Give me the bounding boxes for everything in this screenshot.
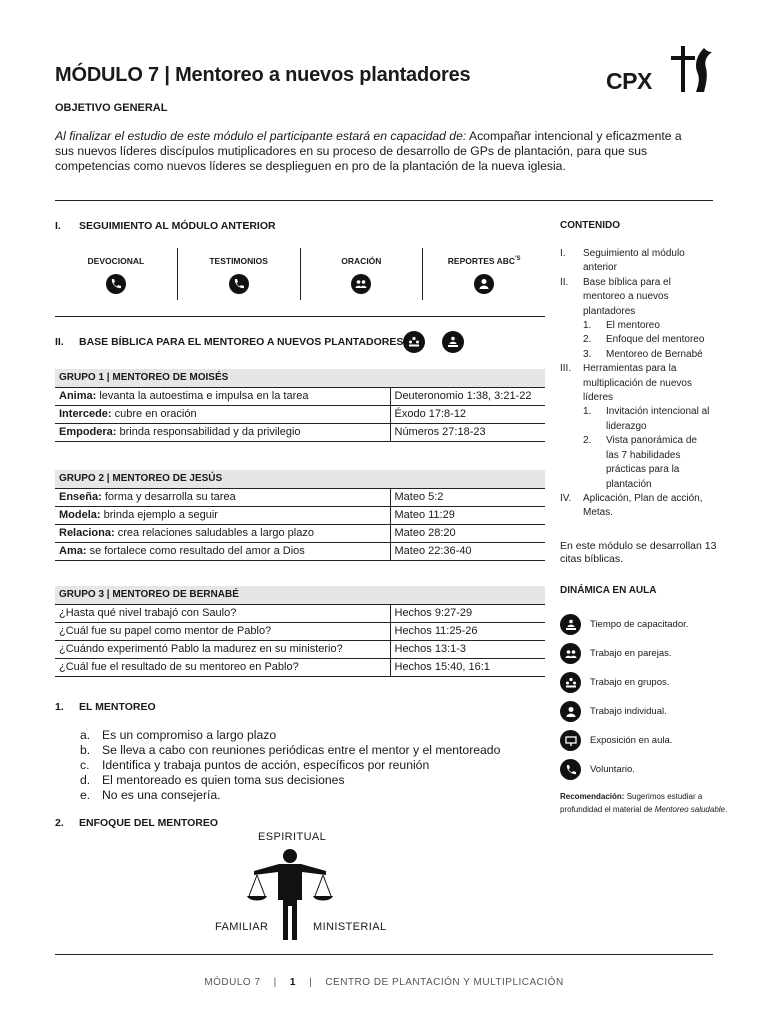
reco-book: Mentoreo saludable — [654, 805, 726, 814]
header-divider — [55, 200, 713, 201]
reco-label: Recomendación: — [560, 792, 625, 801]
row-term: Modela: — [59, 509, 101, 521]
mentoreo-heading — [55, 701, 156, 713]
toc-subitem: 2. Enfoque del mentoreo — [583, 334, 705, 346]
column-label-sup: 'S — [515, 256, 521, 263]
toc-subitem: 1. El mentoreo — [583, 320, 660, 332]
person-icon — [474, 274, 494, 294]
enfoque-num: 2. — [55, 817, 64, 829]
dynamics-heading: DINÁMICA EN AULA — [560, 585, 657, 596]
row-ref: Hechos 13:1-3 — [390, 640, 545, 658]
row-ref: Mateo 5:2 — [390, 488, 545, 506]
label-familiar: FAMILIAR — [215, 921, 269, 933]
contents-heading: CONTENIDO — [560, 220, 620, 231]
cpx-logo — [606, 44, 716, 96]
recommendation — [560, 790, 730, 816]
list-item: c. Identifica y trabaja puntos de acción, específicos por reunión — [80, 758, 430, 772]
row-term: Intercede: — [59, 408, 112, 420]
page-footer — [0, 977, 768, 988]
dynamic-item: Exposición en aula. — [560, 726, 730, 755]
group-icon — [560, 672, 581, 693]
dynamic-item: Tiempo de capacitador. — [560, 610, 730, 639]
toc-item: III. Herramientas para la multiplicación de nuevos líderes — [560, 363, 692, 404]
volunteer-icon — [106, 274, 126, 294]
toc-item: IV. Aplicación, Plan de acción, Metas. — [560, 492, 703, 519]
toc-subitem: 2. Vista panorámica de las 7 habilidades prácticas para la plantación — [583, 435, 697, 490]
section-2-title: BASE BÍBLICA PARA EL MENTOREO A NUEVOS PLANTADORES — [79, 336, 404, 348]
dynamic-item: Trabajo individual. — [560, 697, 730, 726]
table-row — [55, 622, 545, 640]
person-icon — [560, 701, 581, 722]
row-ref: Números 27:18-23 — [390, 423, 545, 441]
objective-body: Acompañar intencional y eficazmente a sus nuevos líderes discípulos mutiplicadores en su proceso de desarrollo de GPs de plantación, para que sus competencias como nuevos líderes se desplieguen en pro de la plantación de la nueva iglesia. — [55, 129, 682, 173]
row-desc: ¿Cuál fue el resultado de su mentoreo en Pablo? — [55, 658, 390, 676]
group-icon — [403, 331, 425, 353]
row-desc: brinda responsabilidad y da privilegio — [116, 426, 301, 438]
column-label: TESTIMONIOS — [209, 256, 268, 266]
row-desc: brinda ejemplo a seguir — [100, 509, 218, 521]
logo-text: CPX — [606, 68, 652, 94]
citations-note: En este módulo se desarrollan 13 citas bíblicas. — [560, 540, 717, 565]
column-label-text: REPORTES ABC — [447, 256, 516, 266]
volunteer-icon — [560, 759, 581, 780]
row-term: Enseña: — [59, 491, 102, 503]
follow-up-columns — [55, 248, 545, 300]
table-of-contents — [560, 247, 720, 521]
row-desc: crea relaciones saludables a largo plazo — [114, 527, 314, 539]
footer-module: MÓDULO 7 — [204, 977, 261, 988]
table-row — [55, 423, 545, 441]
table-row — [55, 658, 545, 676]
mentoreo-num: 1. — [55, 701, 64, 713]
footer-divider — [55, 954, 713, 955]
footer-center: CENTRO DE PLANTACIÓN Y MULTIPLICACIÓN — [325, 977, 564, 988]
table-row — [55, 640, 545, 658]
row-desc: levanta la autoestima e impulsa en la tarea — [96, 390, 309, 402]
section-divider — [55, 316, 545, 317]
row-ref: Mateo 28:20 — [390, 524, 545, 542]
volunteer-icon — [229, 274, 249, 294]
group-2-table — [55, 470, 545, 561]
table-row — [55, 488, 545, 506]
label-espiritual: ESPIRITUAL — [258, 831, 327, 843]
balance-figure-icon — [245, 848, 335, 944]
label-ministerial: MINISTERIAL — [313, 921, 387, 933]
group-title: GRUPO 3 | MENTOREO DE BERNABÉ — [55, 586, 545, 604]
table-row — [55, 604, 545, 622]
objective-intro: Al finalizar el estudio de este módulo el participante estará en capacidad de: — [55, 129, 467, 143]
footer-sep: | — [273, 977, 277, 988]
mentoreo-list — [80, 728, 500, 803]
dynamics-list — [560, 610, 730, 784]
row-term: Empodera: — [59, 426, 117, 438]
column-label: ORACIÓN — [341, 256, 382, 266]
objective-heading: OBJETIVO GENERAL — [55, 102, 168, 114]
column-reportes — [423, 248, 545, 300]
table-row — [55, 506, 545, 524]
table-row — [55, 524, 545, 542]
list-item: a. Es un compromiso a largo plazo — [80, 728, 277, 742]
list-item: b. Se lleva a cabo con reuniones periódicas entre el mentor y el mentoreado — [80, 743, 501, 757]
page-title: MÓDULO 7 | Mentoreo a nuevos plantadores — [55, 64, 471, 86]
table-row — [55, 387, 545, 405]
row-desc: se fortalece como resultado del amor a Dios — [86, 545, 305, 557]
row-desc: forma y desarrolla su tarea — [101, 491, 236, 503]
table-row — [55, 542, 545, 560]
toc-item: II. Base bíblica para el mentoreo a nuevos plantadores — [560, 276, 671, 317]
page-number: 1 — [289, 977, 296, 988]
reco-end: . — [725, 805, 728, 814]
column-devocional — [55, 248, 178, 300]
column-label — [448, 256, 521, 266]
toc-subitem: 1. Invitación intencional al liderazgo — [583, 406, 710, 432]
section-2-num: II. — [55, 336, 64, 348]
row-desc: ¿Cuándo experimentó Pablo la madurez en su ministerio? — [55, 640, 390, 658]
list-item: e. No es una consejería. — [80, 788, 221, 802]
row-ref: Mateo 22:36-40 — [390, 542, 545, 560]
pairs-icon — [560, 643, 581, 664]
row-term: Anima: — [59, 390, 97, 402]
objective-text — [55, 129, 695, 174]
column-oracion — [301, 248, 424, 300]
group-3-table — [55, 586, 545, 677]
section-1-heading — [55, 220, 276, 232]
column-testimonios — [178, 248, 301, 300]
row-ref: Mateo 11:29 — [390, 506, 545, 524]
row-desc: ¿Cuál fue su papel como mentor de Pablo? — [55, 622, 390, 640]
group-1-table — [55, 369, 545, 442]
footer-sep: | — [309, 977, 313, 988]
group-title: GRUPO 2 | MENTOREO DE JESÚS — [55, 470, 545, 488]
section-2-heading — [55, 336, 403, 348]
reco-text: Sugerimos estudiar a profundidad el material de — [560, 792, 703, 814]
dynamic-item: Trabajo en parejas. — [560, 639, 730, 668]
table-row — [55, 405, 545, 423]
list-item: d. El mentoreado es quien toma sus decisiones — [80, 773, 345, 787]
dynamic-item: Trabajo en grupos. — [560, 668, 730, 697]
pairs-icon — [351, 274, 371, 294]
toc-item: I. Seguimiento al módulo anterior — [560, 248, 685, 274]
section-1-title: SEGUIMIENTO AL MÓDULO ANTERIOR — [79, 220, 276, 232]
trainer-icon — [442, 331, 464, 353]
presentation-icon — [560, 730, 581, 751]
toc-subitem: 3. Mentoreo de Bernabé — [583, 348, 703, 360]
section-1-num: I. — [55, 220, 61, 232]
enfoque-title: ENFOQUE DEL MENTOREO — [79, 817, 219, 829]
row-ref: Hechos 11:25-26 — [390, 622, 545, 640]
row-ref: Deuteronomio 1:38, 3:21-22 — [390, 387, 545, 405]
row-ref: Éxodo 17:8-12 — [390, 405, 545, 423]
row-desc: cubre en oración — [111, 408, 197, 420]
enfoque-heading — [55, 817, 218, 829]
column-label: DEVOCIONAL — [87, 256, 145, 266]
trainer-icon — [560, 614, 581, 635]
row-ref: Hechos 15:40, 16:1 — [390, 658, 545, 676]
row-term: Ama: — [59, 545, 87, 557]
row-ref: Hechos 9:27-29 — [390, 604, 545, 622]
dynamic-item: Voluntario. — [560, 755, 730, 784]
row-term: Relaciona: — [59, 527, 115, 539]
group-title: GRUPO 1 | MENTOREO DE MOISÉS — [55, 369, 545, 387]
mentoreo-title: EL MENTOREO — [79, 701, 156, 713]
cross-flame-icon — [664, 44, 716, 94]
row-desc: ¿Hasta qué nivel trabajó con Saulo? — [55, 604, 390, 622]
